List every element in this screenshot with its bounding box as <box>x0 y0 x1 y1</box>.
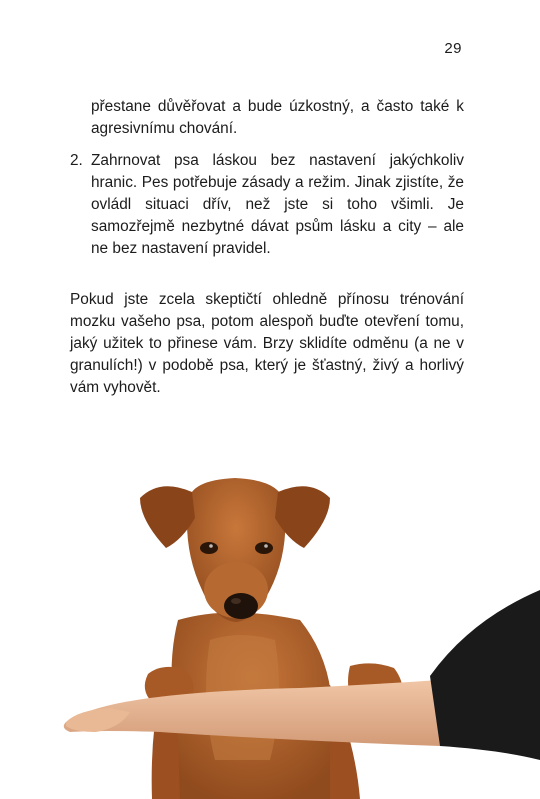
numbered-list-item <box>70 150 464 260</box>
continued-paragraph: přestane důvěřovat a bude úzkostný, a často také k agresivnímu chování. <box>91 98 464 137</box>
list-item-number: 2. <box>70 152 83 169</box>
body-paragraph: Pokud jste zcela skeptičtí ohledně přínosu trénování mozku vašeho psa, potom alespoň buďte otevření tomu, jaký užitek to přinese vám. Brzy sklidíte odměnu (a ne v granulích!) v podobě psa, který je šťastný, živý a horlivý vám vyhovět. <box>70 291 464 396</box>
dog-photo <box>0 440 540 799</box>
dog <box>140 478 403 799</box>
page-number: 29 <box>444 40 462 57</box>
list-item-text: Zahrnovat psa láskou bez nastavení jakýchkoliv hranic. Pes potřebuje zásady a režim. Jinak zjistíte, že ovládl situaci dřív, než jste si toho všimli. Je samozřejmě nezbytné dávat psům lásku a city – ale ne bez nastavení pravidel. <box>91 152 464 257</box>
